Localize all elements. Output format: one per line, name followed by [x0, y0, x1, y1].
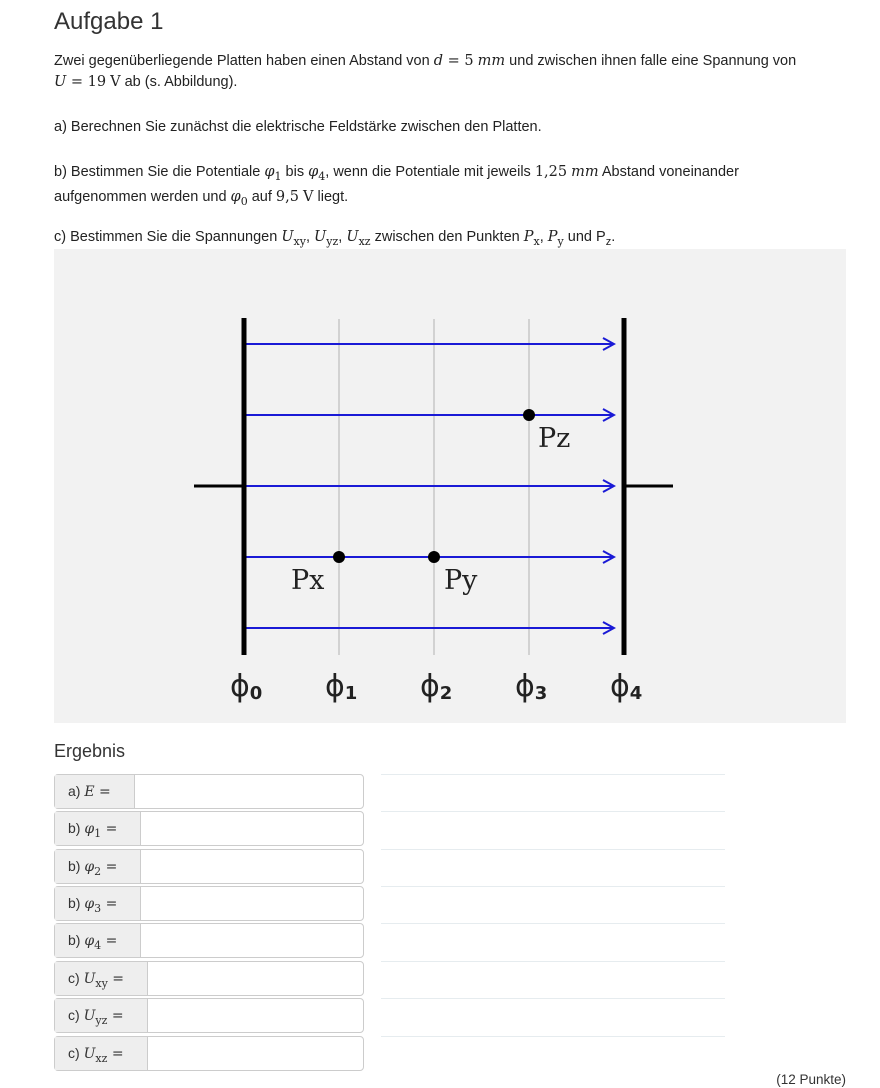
phi-label-0: ϕ0: [230, 669, 263, 704]
answer-label: c) $U_{xy}$ =: [55, 962, 148, 995]
capacitor-figure: [54, 249, 846, 723]
potential-labels: [230, 669, 642, 704]
answer-label: c) $U_{yz}$ =: [55, 999, 148, 1032]
answer-label: b) $\varphi_1$ =: [55, 812, 141, 845]
label-px: Px: [291, 565, 325, 596]
task-title: Aufgabe 1: [54, 8, 164, 35]
part-b-text: b) Bestimmen Sie die Potentiale $\varphi_1$ bis $\varphi_4$, wenn die Potentiale mit jeweils 1,25 mm Abstand voneinander aufgenommen werden und $\varphi_0$ auf 9,5 V liegt.: [54, 164, 739, 208]
answer-row-e: [54, 774, 364, 809]
answer-label: c) $U_{xz}$ =: [55, 1037, 148, 1070]
feedback-line: [381, 886, 725, 887]
label-py: Py: [444, 565, 478, 596]
point-px: [333, 551, 345, 563]
answer-input-phi3[interactable]: [141, 887, 363, 920]
answer-input-uyz[interactable]: [148, 999, 363, 1032]
answer-input-phi2[interactable]: [141, 850, 363, 883]
feedback-line: [381, 961, 725, 962]
answer-input-phi4[interactable]: [141, 924, 363, 957]
answer-label: b) $\varphi_3$ =: [55, 887, 141, 920]
phi-label-4: ϕ4: [610, 669, 643, 704]
answer-row-uyz: [54, 998, 364, 1033]
answer-input-uxy[interactable]: [148, 962, 363, 995]
feedback-line: [381, 998, 725, 999]
answer-row-uxy: [54, 961, 364, 996]
feedback-line: [381, 1036, 725, 1037]
phi-label-1: ϕ1: [325, 669, 358, 704]
answer-input-phi1[interactable]: [141, 812, 363, 845]
answer-label: a) E =: [55, 775, 135, 808]
feedback-line: [381, 849, 725, 850]
answer-row-phi1: [54, 811, 364, 846]
part-a-text: a) Berechnen Sie zunächst die elektrische Feldstärke zwischen den Platten.: [54, 119, 542, 135]
phi-label-2: ϕ2: [420, 669, 453, 704]
answer-label: b) $\varphi_2$ =: [55, 850, 141, 883]
answer-row-uxz: [54, 1036, 364, 1071]
answer-row-phi3: [54, 886, 364, 921]
intro-text: Zwei gegenüberliegende Platten haben einen Abstand von d = 5 mm und zwischen ihnen falle eine Spannung von U = 19 V ab (s. Abbildung).: [54, 53, 797, 90]
phi-label-3: ϕ3: [515, 669, 548, 704]
feedback-line: [381, 923, 725, 924]
point-py: [428, 551, 440, 563]
point-pz: [523, 409, 535, 421]
answer-label: b) $\varphi_4$ =: [55, 924, 141, 957]
points-label: (12 Punkte): [776, 1072, 846, 1087]
answer-input-e[interactable]: [135, 775, 363, 808]
feedback-line: [381, 811, 725, 812]
label-pz: Pz: [538, 423, 571, 454]
answer-row-phi2: [54, 849, 364, 884]
answer-input-uxz[interactable]: [148, 1037, 363, 1070]
part-c-text: c) Bestimmen Sie die Spannungen $U_{xy}$, $U_{yz}$, $U_{xz}$ zwischen den Punkten $P_x$, $P_y$ und $P_z$.: [54, 229, 616, 248]
feedback-line: [381, 774, 725, 775]
answer-row-phi4: [54, 923, 364, 958]
result-heading: Ergebnis: [54, 741, 126, 761]
